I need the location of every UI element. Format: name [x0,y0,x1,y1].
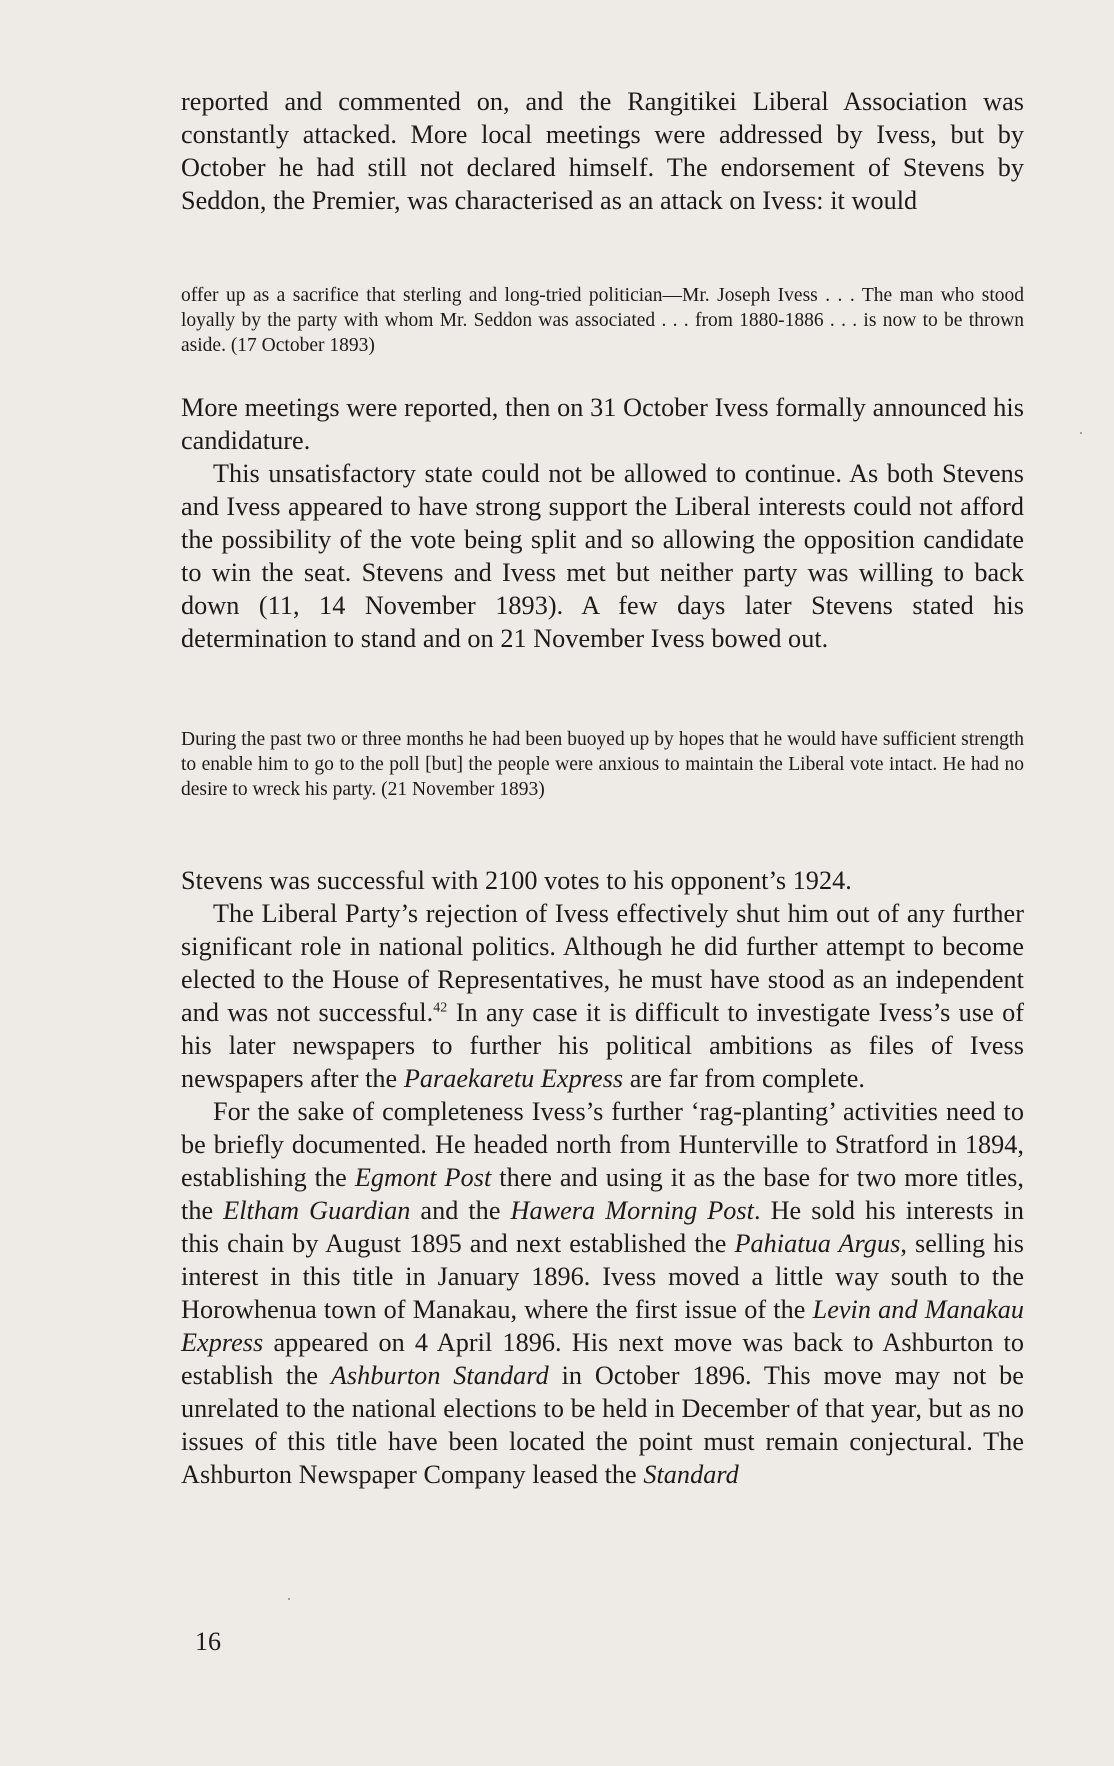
paragraph [181,897,1024,1095]
text-run: The Liberal Party’s rejection of Ivess effectively shut him out of any further significant role in national politics. Although he did further attempt to become elected to the House of Representatives, he must have stood as an independent and was not successful. [181,899,1024,1027]
newspaper-title: Pahiatua Argus [734,1229,901,1258]
newspaper-title: Eltham Guardian [223,1196,411,1225]
print-speck [1080,432,1082,434]
text-run: in October 1896. This move may not be unrelated to the national elections to be held in December of that year, but as no issues of this title have been located the point must remain conjectural. The Ashburton Newspaper Company leased the [181,1361,1024,1489]
print-speck [288,1598,290,1600]
footnote-ref: 42 [433,1000,448,1016]
text-block-2 [181,391,1024,655]
page-number: 16 [195,1627,221,1656]
block-quote-1 [181,283,1024,358]
text-run: and the [410,1196,511,1225]
newspaper-title: Standard [643,1460,739,1489]
block-quote: During the past two or three months he had been buoyed up by hopes that he would have sufficient strength to enable him to go to the poll [but] the people were anxious to maintain the Liberal vote intact. He had no desire to wreck his party. (21 November 1893) [181,729,1024,800]
block-quote-2 [181,727,1024,802]
newspaper-title: Levin and Manakau Express [181,1295,1024,1357]
text-run: , selling his interest in this title in January 1896. Ivess moved a little way south to the Horowhenua town of Manakau, where the first issue of the [181,1229,1024,1324]
text-run: are far from complete. [623,1064,865,1093]
paragraph [181,1095,1024,1491]
newspaper-title: Egmont Post [354,1163,492,1192]
text-run: there and using it as the base for two more titles, the [181,1163,1024,1225]
text-run: . He sold his interests in this chain by August 1895 and next established the [181,1196,1024,1258]
paragraph: Stevens was successful with 2100 votes to his opponent’s 1924. [181,866,852,895]
newspaper-title: Hawera Morning Post [510,1196,754,1225]
text-block-1 [181,85,1024,217]
newspaper-title: Paraekaretu Express [403,1064,624,1093]
text-run: In any case it is difficult to investigate Ivess’s use of his later newspapers to further his political ambitions as files of Ivess newspapers after the [181,998,1025,1093]
block-quote: offer up as a sacrifice that sterling and long-tried politician—Mr. Joseph Ivess . . . The man who stood loyally by the party with whom Mr. Seddon was associated . . . from 1880-1886 . . . is now to be thrown aside. (17 October 1893) [181,285,1024,356]
text-block-3 [181,864,1024,1491]
paragraph: More meetings were reported, then on 31 October Ivess formally announced his candidature. [181,393,1024,455]
text-run: appeared on 4 April 1896. His next move was back to Ashburton to establish the [181,1328,1024,1390]
text-run: For the sake of completeness Ivess’s further ‘rag-planting’ activities need to be briefly documented. He headed north from Hunterville to Stratford in 1894, establishing the [181,1097,1024,1192]
paragraph: This unsatisfactory state could not be allowed to continue. As both Stevens and Ivess appeared to have strong support the Liberal interests could not afford the possibility of the vote being split and so allowing the opposition candidate to win the seat. Stevens and Ivess met but neither party was willing to back down (11, 14 November 1893). A few days later Stevens stated his determination to stand and on 21 November Ivess bowed out. [181,459,1024,653]
newspaper-title: Ashburton Standard [330,1361,549,1390]
paragraph: reported and commented on, and the Rangitikei Liberal Association was constantly attacked. More local meetings were addressed by Ivess, but by October he had still not declared himself. The endorsement of Stevens by Seddon, the Premier, was characterised as an attack on Ivess: it would [181,87,1024,215]
